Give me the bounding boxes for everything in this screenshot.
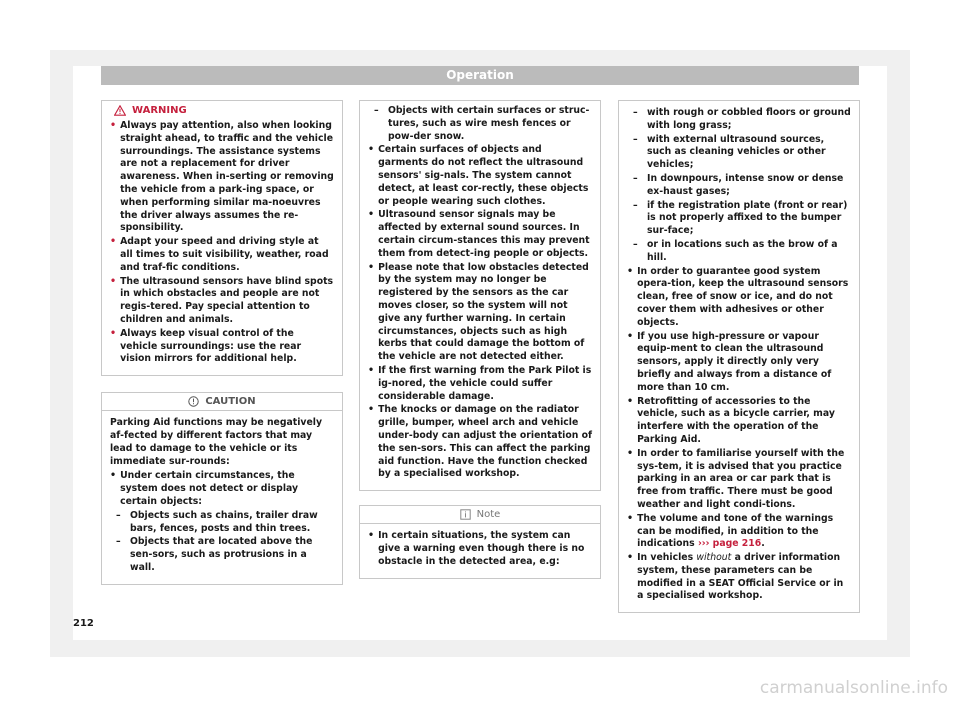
caution-label: CAUTION	[205, 396, 256, 408]
sub-list-item: – if the registration plate (front or rear) is not properly affixed to the bumper sur-face;	[633, 199, 848, 237]
page-header: Operation	[101, 66, 859, 85]
list-item: • Certain surfaces of objects and garments do not reflect the ultrasound sensors' sig-nals. The system cannot detect, at least cor-rectly, these objects or people wearing such clothes.	[368, 144, 589, 207]
caution-header	[102, 393, 342, 411]
dash-icon: –	[633, 199, 638, 211]
page-number: 212	[73, 618, 94, 629]
warning-box	[101, 100, 343, 376]
page-216-link[interactable]: ››› page 216	[697, 538, 762, 550]
list-item: • The volume and tone of the warnings can be modified, in addition to the indications ››› page 216.	[627, 512, 834, 550]
dash-icon: –	[374, 105, 379, 116]
bullet-icon: •	[110, 120, 117, 131]
list-item: • If you use high-pressure or vapour equip-ment to clean the ultrasound sensors, apply it directly only very briefly and always from a distance of more than 10 cm.	[627, 330, 832, 393]
warning-label: WARNING	[132, 105, 187, 116]
bullet-icon: •	[627, 395, 634, 407]
bullet-icon: •	[627, 512, 634, 524]
bullet-icon: •	[627, 330, 634, 342]
watermark: carmanualsonline.info	[759, 678, 948, 698]
bullet-icon: •	[627, 265, 634, 277]
note-header	[360, 506, 600, 524]
column-3	[618, 100, 860, 613]
bullet-icon: •	[368, 261, 375, 273]
list-item: • In vehicles without a driver information system, these parameters can be modified in a SEAT Official Service or in a specialised workshop.	[627, 552, 844, 602]
bullet-icon: •	[627, 447, 634, 459]
list-item: • Always pay attention, also when looking straight ahead, to traffic and the vehicle surroundings. The assistance systems are not a replacement for driver awareness. When in-serting or removing the vehicle from a park-ing space, or when performing similar ma-noeuvres the driver always assumes the re-sponsibility.	[110, 120, 334, 234]
list-item: • The ultrasound sensors have blind spots in which obstacles and people are not regis-tered. Pay special attention to children and animals.	[110, 275, 334, 325]
sub-list-item: – or in locations such as the brow of a hill.	[633, 238, 838, 263]
bullet-icon: •	[110, 236, 117, 248]
warning-triangle-icon	[114, 105, 126, 116]
note-label: Note	[476, 509, 501, 521]
bullet-icon: •	[368, 364, 375, 376]
dash-icon: –	[116, 536, 121, 548]
sub-list-item: – Objects such as chains, trailer draw bars, fences, posts and thin trees.	[116, 509, 318, 534]
list-item: • Under certain circumstances, the system does not detect or display certain objects:	[110, 470, 299, 507]
dash-icon: –	[633, 238, 638, 250]
dash-icon: –	[633, 107, 638, 118]
list-item: • Adapt your speed and driving style at all times to suit visibility, weather, road and traf-fic conditions.	[110, 236, 329, 273]
bullet-icon: •	[368, 404, 375, 416]
sub-list-item: – In downpours, intense snow or dense ex-haust gases;	[633, 172, 844, 197]
bullet-icon: •	[627, 552, 634, 564]
list-item: • If the first warning from the Park Pilot is ig-nored, the vehicle could suffer considerable damage.	[368, 364, 592, 402]
caution-circle-icon	[188, 396, 199, 407]
dash-icon: –	[633, 133, 638, 145]
bullet-icon: •	[110, 470, 117, 482]
sub-list-item: – with external ultrasound sources, such as cleaning vehicles or other vehicles;	[633, 133, 826, 171]
sub-list-item: – Objects with certain surfaces or struc-tures, such as wire mesh fences or pow-der snow.	[374, 105, 590, 142]
dash-icon: –	[633, 172, 638, 184]
dash-icon: –	[116, 509, 121, 521]
caution-continued-box	[359, 100, 601, 491]
list-item: • Always keep visual control of the vehicle surroundings: use the rear vision mirrors for additional help.	[110, 327, 302, 365]
bullet-icon: •	[110, 327, 117, 339]
caution-box	[101, 392, 343, 585]
list-item: • The knocks or damage on the radiator grille, bumper, wheel arch and vehicle under-body can adjust the orientation of the sen-sors. This can affect the parking aid function. Have the function checked by a specialised workshop.	[368, 404, 593, 480]
bullet-icon: •	[368, 209, 375, 221]
column-1	[101, 100, 343, 585]
list-item: • Ultrasound sensor signals may be affected by external sound sources. In certain circum-stances this may prevent them from detect-ing people or objects.	[368, 209, 590, 259]
bullet-icon: •	[368, 144, 375, 156]
caution-intro: Parking Aid functions may be negatively af-fected by different factors that may lead to damage to the vehicle or its immediate sur-rounds:	[110, 417, 323, 467]
note-icon	[460, 509, 471, 520]
sub-list-item: – Objects that are located above the sen-sors, such as protrusions in a wall.	[116, 536, 313, 573]
warning-title	[114, 105, 334, 116]
column-2	[359, 100, 601, 579]
list-item: • In order to guarantee good system opera-tion, keep the ultrasound sensors clean, free of snow or ice, and do not cover them with adhesives or other objects.	[627, 265, 849, 328]
bullet-icon: •	[110, 275, 117, 287]
list-item: • In certain situations, the system can give a warning even though there is no obstacle in the detected area, e.g:	[368, 530, 585, 567]
bullet-icon: •	[368, 530, 375, 542]
note-box	[359, 505, 601, 578]
list-item: • Retrofitting of accessories to the vehicle, such as a bicycle carrier, may interfere with the operation of the Parking Aid.	[627, 395, 835, 445]
list-item: • Please note that low obstacles detected by the system may no longer be registered by the sensors as the car moves closer, so the system will not give any further warning. In certain circumstances, objects such as high kerbs that could damage the bottom of the vehicle are not detected either.	[368, 261, 589, 363]
note-continued-box	[618, 100, 860, 613]
list-item: • In order to familiarise yourself with the sys-tem, it is advised that you practice parking in an area or car park that is free from traffic. There must be good weather and light condi-tions.	[627, 447, 845, 510]
sub-list-item: – with rough or cobbled floors or ground with long grass;	[633, 107, 851, 131]
